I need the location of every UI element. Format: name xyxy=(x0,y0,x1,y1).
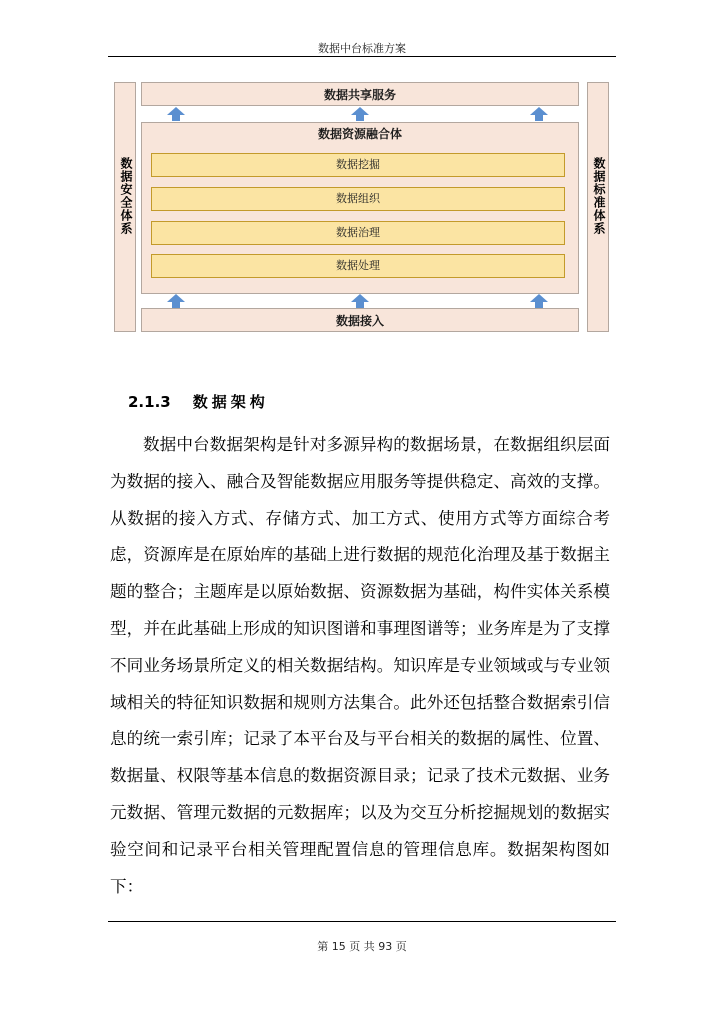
bottom-bar-box xyxy=(141,308,579,332)
left-side-label: 数据安全体系 xyxy=(119,157,133,235)
right-side-label: 数据标准体系 xyxy=(592,157,606,235)
fusion-title: 数据资源融合体 xyxy=(317,127,402,141)
section-title: 数据架构 xyxy=(192,393,269,411)
arrow-up-icon xyxy=(167,107,185,121)
fusion-box xyxy=(141,122,579,294)
arrow-up-icon xyxy=(530,107,548,121)
arrow-up-icon xyxy=(351,294,369,308)
left-side-box xyxy=(114,82,136,332)
body-paragraph: 数据中台数据架构是针对多源异构的数据场景，在数据组织层面为数据的接入、融合及智能数据应用服务等提供稳定、高效的支撑。从数据的接入方式、存储方式、加工方式、使用方式等方面综合考虑，资源库是在原始库的基础上进行数据的规范化治理及基于数据主题的整合；主题库是以原始数据、资源数据为基础，构件实体关系模型，并在此基础上形成的知识图谱和事理图谱等；业务库是为了支撑不同业务场景所定义的相关数据结构。知识库是专业领域或与专业领域相关的特征知识数据和规则方法集合。此外还包括整合数据索引信息的统一索引库；记录了本平台及与平台相关的数据的属性、位置、数据量、权限等基本信息的数据资源目录；记录了技术元数据、业务元数据、管理元数据的元数据库；以及为交互分析挖掘规划的数据实验空间和记录平台相关管理配置信息的管理信息库。数据架构图如下： xyxy=(110,435,610,896)
top-bar-label: 数据共享服务 xyxy=(323,88,396,102)
top-bar-box xyxy=(141,82,579,106)
layer-data-processing: 数据处理 xyxy=(151,254,565,278)
page-header-title: 数据中台标准方案 xyxy=(318,42,406,55)
bottom-bar-label: 数据接入 xyxy=(335,314,384,328)
header-rule xyxy=(108,56,616,57)
page-number: 第 15 页 共 93 页 xyxy=(317,940,407,953)
layer-data-organization: 数据组织 xyxy=(151,187,565,211)
arrow-up-icon xyxy=(351,107,369,121)
architecture-diagram xyxy=(112,80,612,335)
layer-data-mining: 数据挖掘 xyxy=(151,153,565,177)
arrow-up-icon xyxy=(530,294,548,308)
arrow-up-icon xyxy=(167,294,185,308)
right-side-box xyxy=(587,82,609,332)
section-heading xyxy=(128,391,269,412)
section-number: 2.1.3 xyxy=(128,393,171,411)
footer-rule xyxy=(108,921,616,922)
layer-data-governance: 数据治理 xyxy=(151,221,565,245)
